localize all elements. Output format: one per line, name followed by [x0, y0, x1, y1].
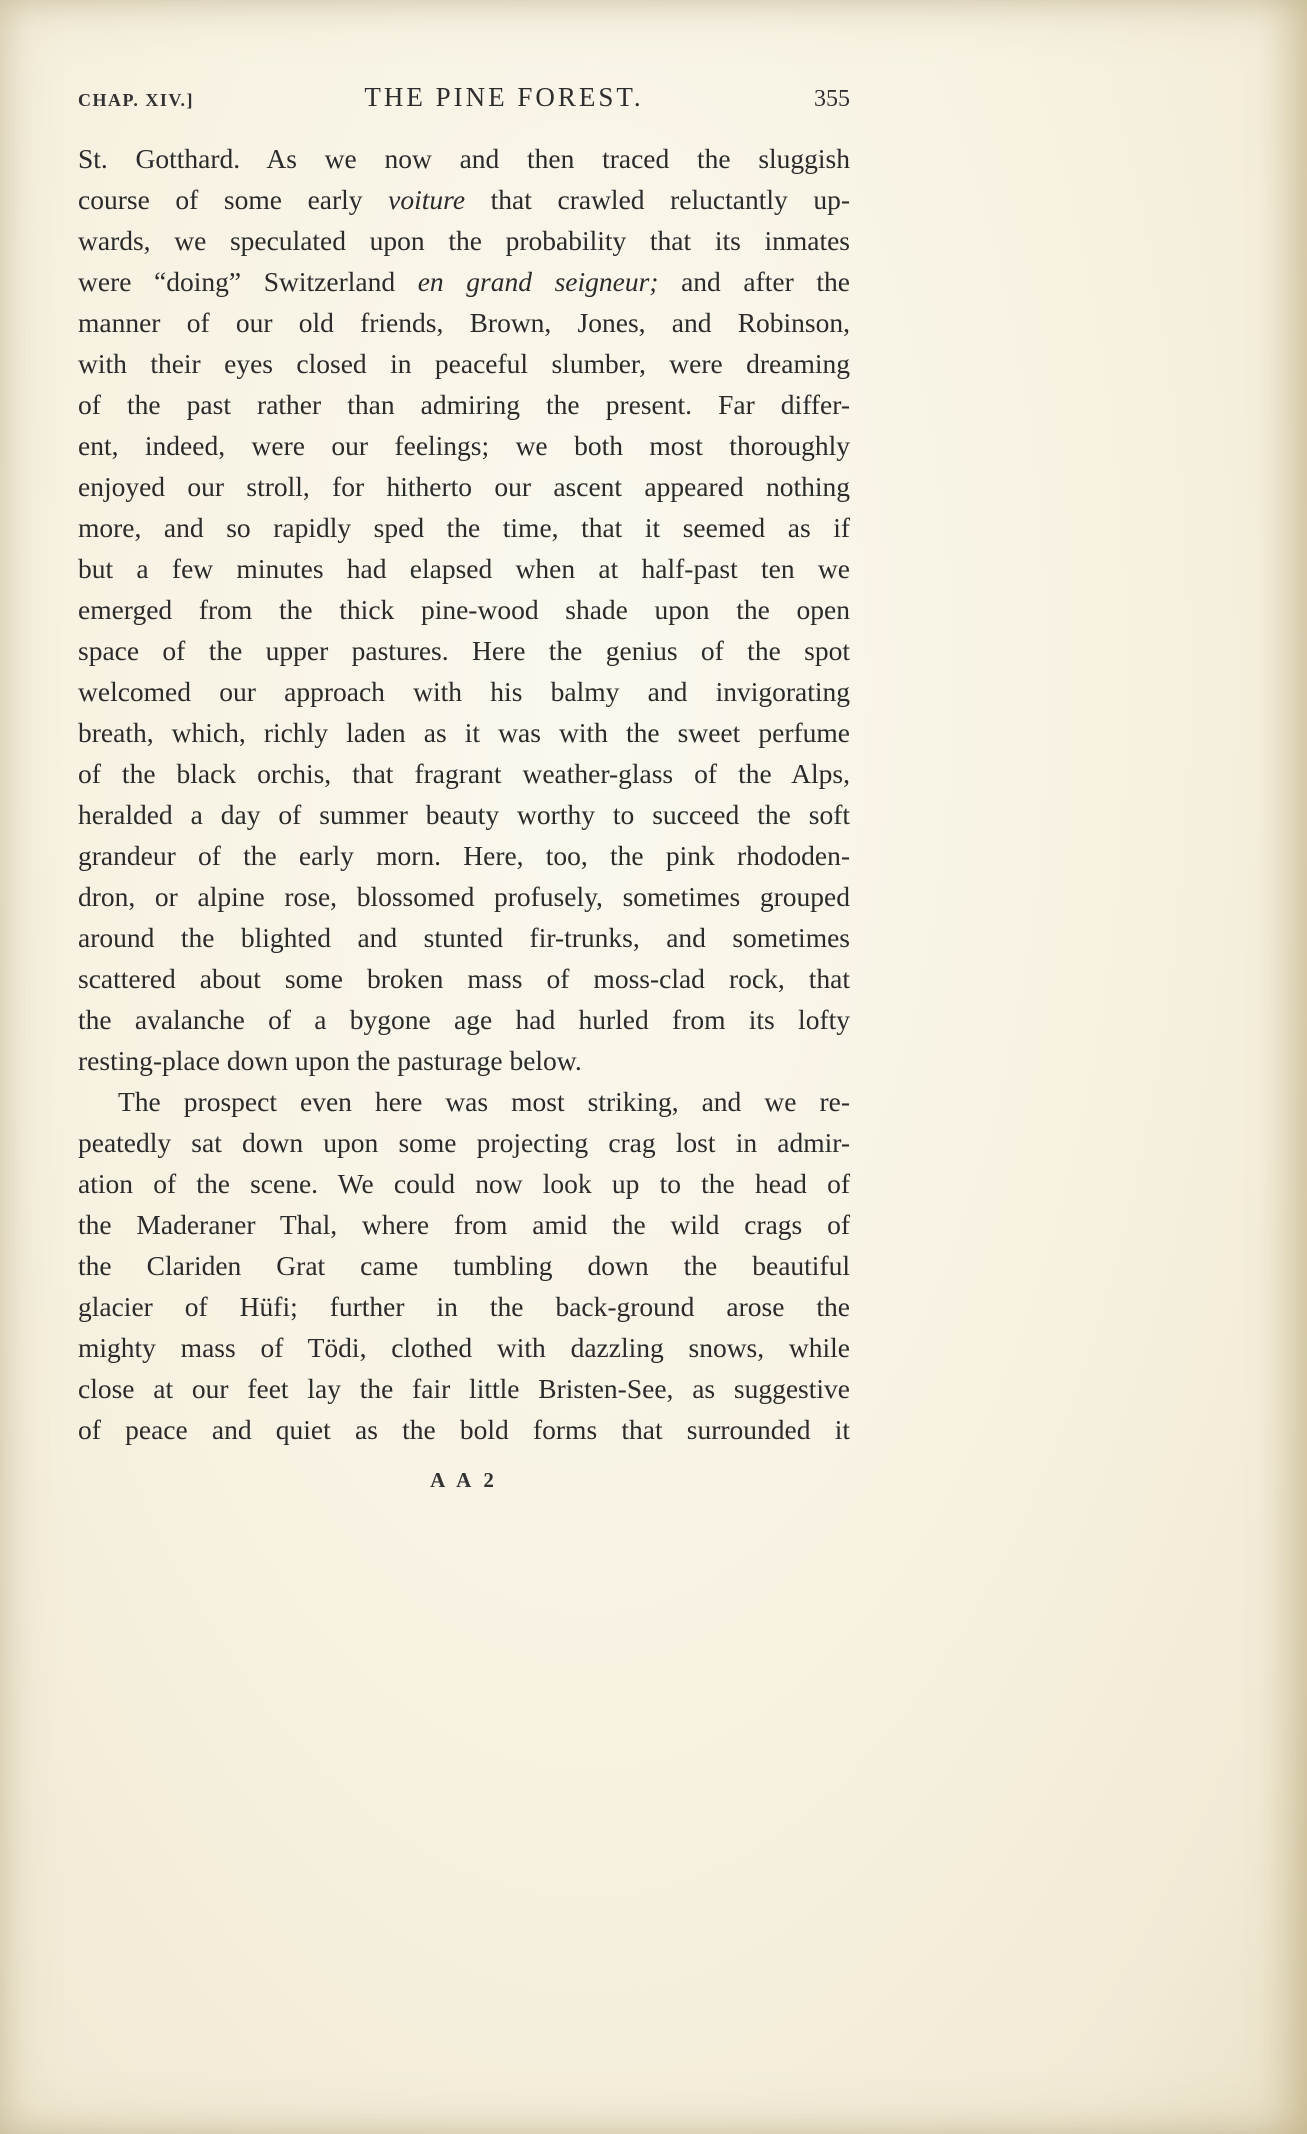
text-segment: with their eyes closed in peaceful slumber, were dreaming	[78, 348, 850, 379]
text-segment: grandeur of the early morn. Here, too, the pink rhododen-	[78, 840, 850, 871]
text-line	[78, 712, 850, 753]
text-segment: more, and so rapidly sped the time, that it seemed as if	[78, 512, 850, 543]
text-line	[78, 343, 850, 384]
text-line	[78, 138, 850, 179]
text-line	[78, 1409, 850, 1450]
text-line	[78, 548, 850, 589]
text-segment: heralded a day of summer beauty worthy to succeed the soft	[78, 799, 850, 830]
text-segment: close at our feet lay the fair little Bristen-See, as suggestive	[78, 1373, 850, 1404]
text-segment: were “doing” Switzerland	[78, 266, 418, 297]
text-line	[78, 671, 850, 712]
text-segment: the Clariden Grat came tumbling down the beautiful	[78, 1250, 850, 1281]
text-segment: around the blighted and stunted fir-trunks, and sometimes	[78, 922, 850, 953]
text-line	[78, 1204, 850, 1245]
text-line	[78, 876, 850, 917]
text-segment: St. Gotthard. As we now and then traced the sluggish	[78, 143, 850, 174]
text-segment: peatedly sat down upon some projecting crag lost in admir-	[78, 1127, 850, 1158]
text-segment: of the black orchis, that fragrant weather-glass of the Alps,	[78, 758, 850, 789]
text-line	[78, 466, 850, 507]
text-segment: ent, indeed, were our feelings; we both most thoroughly	[78, 430, 850, 461]
signature-mark: A A 2	[430, 1468, 498, 1492]
text-line	[78, 261, 850, 302]
text-line	[78, 220, 850, 261]
text-segment: resting-place down upon the pasturage below.	[78, 1045, 582, 1076]
text-segment: manner of our old friends, Brown, Jones, and Robinson,	[78, 307, 850, 338]
text-line	[78, 630, 850, 671]
text-segment: enjoyed our stroll, for hitherto our ascent appeared nothing	[78, 471, 850, 502]
text-line	[78, 384, 850, 425]
text-line	[78, 1368, 850, 1409]
italic-text: en grand seigneur;	[417, 266, 659, 297]
running-title: THE PINE FOREST.	[364, 82, 644, 112]
italic-text: voiture	[388, 184, 466, 215]
text-line	[78, 1286, 850, 1327]
text-line	[78, 1163, 850, 1204]
text-segment: wards, we speculated upon the probability that its inmates	[78, 225, 850, 256]
text-line	[78, 1245, 850, 1286]
chapter-label: CHAP. XIV.]	[78, 90, 195, 110]
page-header	[78, 82, 850, 113]
text-line	[78, 1081, 850, 1122]
text-line	[78, 835, 850, 876]
text-line	[78, 507, 850, 548]
text-segment: of the past rather than admiring the present. Far differ-	[78, 389, 850, 420]
body-lines	[78, 138, 850, 1450]
page-edge-shadow	[1259, 0, 1307, 2134]
text-segment: ation of the scene. We could now look up to the head of	[78, 1168, 850, 1199]
text-line	[78, 917, 850, 958]
text-line	[78, 1122, 850, 1163]
text-segment: and after the	[658, 266, 850, 297]
text-line	[78, 179, 850, 220]
text-segment: but a few minutes had elapsed when at half-past ten we	[78, 553, 850, 584]
page-number: 355	[813, 86, 850, 112]
text-segment: the Maderaner Thal, where from amid the wild crags of	[78, 1209, 850, 1240]
text-line	[78, 302, 850, 343]
text-segment: the avalanche of a bygone age had hurled from its lofty	[78, 1004, 850, 1035]
text-segment: that crawled reluctantly up-	[465, 184, 850, 215]
text-segment: dron, or alpine rose, blossomed profusely, sometimes grouped	[78, 881, 850, 912]
text-segment: emerged from the thick pine-wood shade upon the open	[78, 594, 850, 625]
text-segment: of peace and quiet as the bold forms that surrounded it	[78, 1414, 850, 1445]
text-segment: glacier of Hüfi; further in the back-ground arose the	[78, 1291, 850, 1322]
text-line	[78, 794, 850, 835]
text-line	[78, 999, 850, 1040]
text-line	[78, 589, 850, 630]
text-line	[78, 958, 850, 999]
text-segment: breath, which, richly laden as it was with the sweet perfume	[78, 717, 850, 748]
text-segment: space of the upper pastures. Here the genius of the spot	[78, 635, 850, 666]
text-segment: scattered about some broken mass of moss-clad rock, that	[78, 963, 850, 994]
text-segment: mighty mass of Tödi, clothed with dazzling snows, while	[78, 1332, 850, 1363]
text-segment: The prospect even here was most striking, and we re-	[118, 1086, 850, 1117]
text-line	[78, 1040, 850, 1081]
text-line	[78, 425, 850, 466]
text-line	[78, 753, 850, 794]
text-segment: welcomed our approach with his balmy and invigorating	[78, 676, 850, 707]
text-segment: course of some early	[78, 184, 389, 215]
text-line	[78, 1327, 850, 1368]
